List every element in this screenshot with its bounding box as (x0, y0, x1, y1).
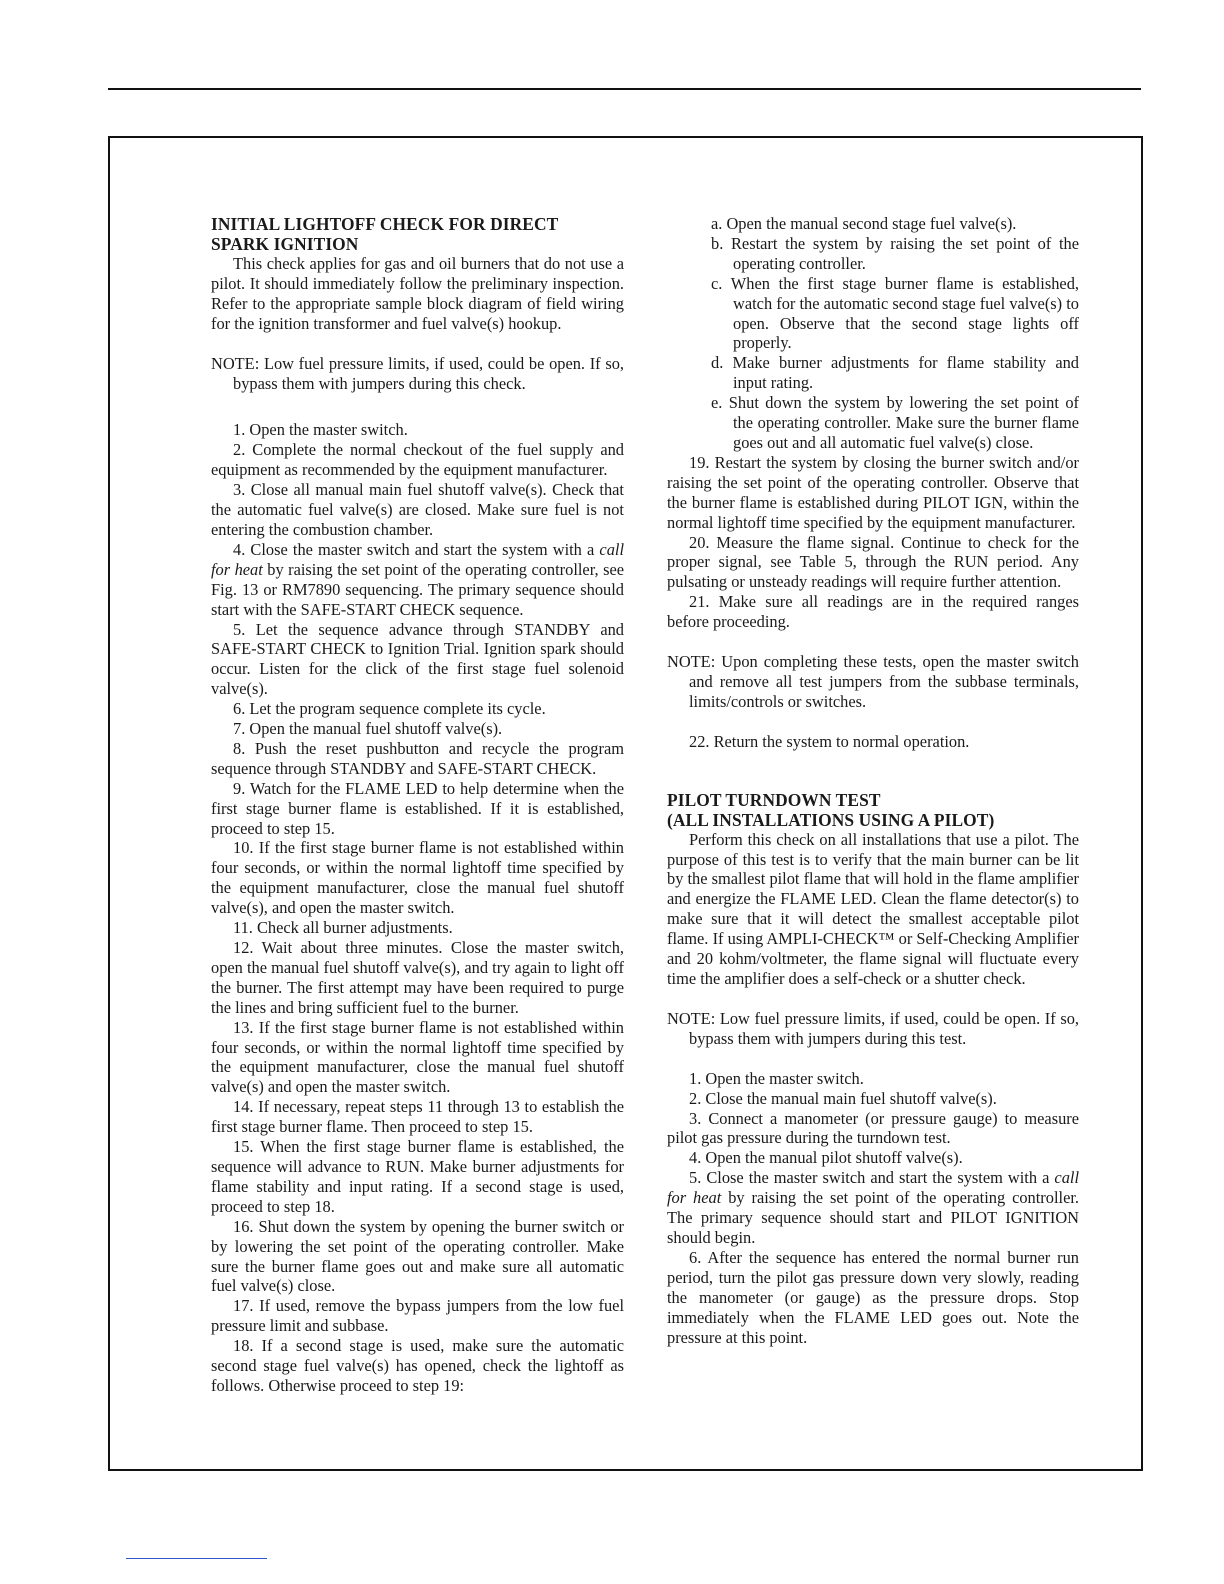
pilot-step-6: 6. After the sequence has entered the normal burner run period, turn the pilot gas pressure down very slowly, reading the manometer (or gauge) as the pressure drops. Stop immediately when the FLAME LED goes out. Note the pressure at this point. (667, 1247, 1079, 1347)
top-rule (108, 88, 1141, 90)
bottom-link-underline (126, 1558, 267, 1559)
step-8: 8. Push the reset pushbutton and recycle the program sequence through STANDBY and SAFE-START CHECK. (211, 738, 624, 778)
step-4 (211, 540, 624, 620)
step-5: 5. Let the sequence advance through STANDBY and SAFE-START CHECK to Ignition Trial. Ignition spark should occur. Listen for the click of the first stage fuel solenoid valve(s). (211, 619, 624, 699)
pilot-step-3: 3. Connect a manometer (or pressure gauge) to measure pilot gas pressure during the turndown test. (667, 1108, 1079, 1148)
pilot-step-1: 1. Open the master switch. (689, 1068, 864, 1088)
step-1: 1. Open the master switch. (233, 420, 408, 440)
substep-d: d. Make burner adjustments for flame stability and input rating. (711, 353, 1079, 393)
substep-e: e. Shut down the system by lowering the set point of the operating controller. Make sure the burner flame goes out and all automatic fuel valve(s) close. (711, 393, 1079, 452)
section-heading-line1: INITIAL LIGHTOFF CHECK FOR DIRECT (211, 214, 559, 234)
pilot-turndown-heading-line1: PILOT TURNDOWN TEST (667, 789, 881, 810)
step-14: 14. If necessary, repeat steps 11 through 13 to establish the first stage burner flame. Then proceed to step 15. (211, 1097, 624, 1137)
substep-c: c. When the first stage burner flame is established, watch for the automatic second stage fuel valve(s) to open. Observe that the second stage lights off properly. (711, 273, 1079, 353)
pilot-step-5-text: 5. Close the master switch and start the system with a (689, 1168, 1055, 1188)
step-2: 2. Complete the normal checkout of the fuel supply and equipment as recommended by the equipment manufacturer. (211, 440, 624, 480)
step-22: 22. Return the system to normal operation. (689, 731, 970, 751)
step-4-text: 4. Close the master switch and start the system with a (233, 539, 600, 559)
step-20: 20. Measure the flame signal. Continue to check for the proper signal, see Table 5, through the RUN period. Any pulsating or unsteady readings will require further attention. (667, 532, 1079, 592)
step-18: 18. If a second stage is used, make sure the automatic second stage fuel valve(s) has opened, check the lightoff as follows. Otherwise proceed to step 19: (211, 1336, 624, 1395)
intro-paragraph: This check applies for gas and oil burners that do not use a pilot. It should immediately follow the preliminary inspection. Refer to the appropriate sample block diagram of field wiring for the ignition transformer and fuel valve(s) hookup. (211, 254, 624, 333)
step-12: 12. Wait about three minutes. Close the master switch, open the manual fuel shutoff valve(s), and try again to light off the burner. The first attempt may have been required to purge the lines and bring sufficient fuel to the burner. (211, 938, 624, 1017)
step-17: 17. If used, remove the bypass jumpers from the low fuel pressure limit and subbase. (211, 1296, 624, 1336)
right-column (667, 214, 1079, 1347)
pilot-turndown-heading-line2: (ALL INSTALLATIONS USING A PILOT) (667, 809, 995, 830)
pilot-step-5 (667, 1168, 1079, 1248)
step-6: 6. Let the program sequence complete its cycle. (233, 699, 546, 719)
left-column (211, 214, 624, 1396)
step-4-italic: call for heat (211, 539, 624, 579)
step-11: 11. Check all burner adjustments. (233, 918, 453, 938)
note-paragraph-2: NOTE: Upon completing these tests, open the master switch and remove all test jumpers from the subbase terminals, limits/controls or switches. (667, 652, 1079, 711)
step-9: 9. Watch for the FLAME LED to help determine when the first stage burner flame is established. If it is established, proceed to step 15. (211, 778, 624, 838)
substep-a: a. Open the manual second stage fuel valve(s). (711, 214, 1017, 233)
pilot-step-5-italic: call for heat (667, 1168, 1079, 1208)
step-15: 15. When the first stage burner flame is established, the sequence will advance to RUN. Make burner adjustments for flame stability and input rating. If a second stage is used, proceed to step 18. (211, 1137, 624, 1216)
step-10: 10. If the first stage burner flame is not established within four seconds, or within the normal lightoff time specified by the equipment manufacturer, close the manual fuel shutoff valve(s), and open the master switch. (211, 838, 624, 918)
pilot-step-2: 2. Close the manual main fuel shutoff valve(s). (689, 1088, 997, 1108)
step-7: 7. Open the manual fuel shutoff valve(s). (233, 719, 503, 739)
pilot-step-4: 4. Open the manual pilot shutoff valve(s). (689, 1148, 963, 1168)
note-paragraph: NOTE: Low fuel pressure limits, if used, could be open. If so, bypass them with jumpers during this check. (211, 353, 624, 393)
pilot-intro-paragraph: Perform this check on all installations that use a pilot. The purpose of this test is to verify that the main burner can be lit by the smallest pilot flame that will hold in the flame amplifier and energize the FLAME LED. Clean the flame detector(s) to make sure that it will detect the smallest acceptable pilot flame. If using AMPLI-CHECK™ or Self-Checking Amplifier and 20 kohm/voltmeter, the flame signal will fluctuate every time the amplifier does a self-check or a shutter check. (667, 829, 1079, 988)
note-paragraph-3: NOTE: Low fuel pressure limits, if used, could be open. If so, bypass them with jumpers during this test. (667, 1008, 1079, 1048)
substep-b: b. Restart the system by raising the set point of the operating controller. (711, 233, 1079, 273)
step-19: 19. Restart the system by closing the burner switch and/or raising the set point of the operating controller. Observe that the burner flame is established during PILOT IGN, within the normal lightoff time specified by the equipment manufacturer. (667, 452, 1079, 532)
step-3: 3. Close all manual main fuel shutoff valve(s). Check that the automatic fuel valve(s) are closed. Make sure fuel is not entering the combustion chamber. (211, 480, 624, 539)
pilot-step-5-text-end: by raising the set point of the operating controller. The primary sequence should start and PILOT IGNITION should begin. (667, 1188, 1079, 1247)
step-21: 21. Make sure all readings are in the required ranges before proceeding. (667, 592, 1079, 632)
step-16: 16. Shut down the system by opening the burner switch or by lowering the set point of the operating controller. Make sure the burner flame goes out and make sure all automatic fuel valve(s) close. (211, 1216, 624, 1296)
step-13: 13. If the first stage burner flame is not established within four seconds, or within the normal lightoff time specified by the equipment manufacturer, close the manual fuel shutoff valve(s) and open the master switch. (211, 1017, 624, 1097)
step-4-text-end: by raising the set point of the operating controller, see Fig. 13 or RM7890 sequencing. The primary sequence should start with the SAFE-START CHECK sequence. (211, 559, 624, 619)
section-heading-line2: SPARK IGNITION (211, 234, 359, 254)
